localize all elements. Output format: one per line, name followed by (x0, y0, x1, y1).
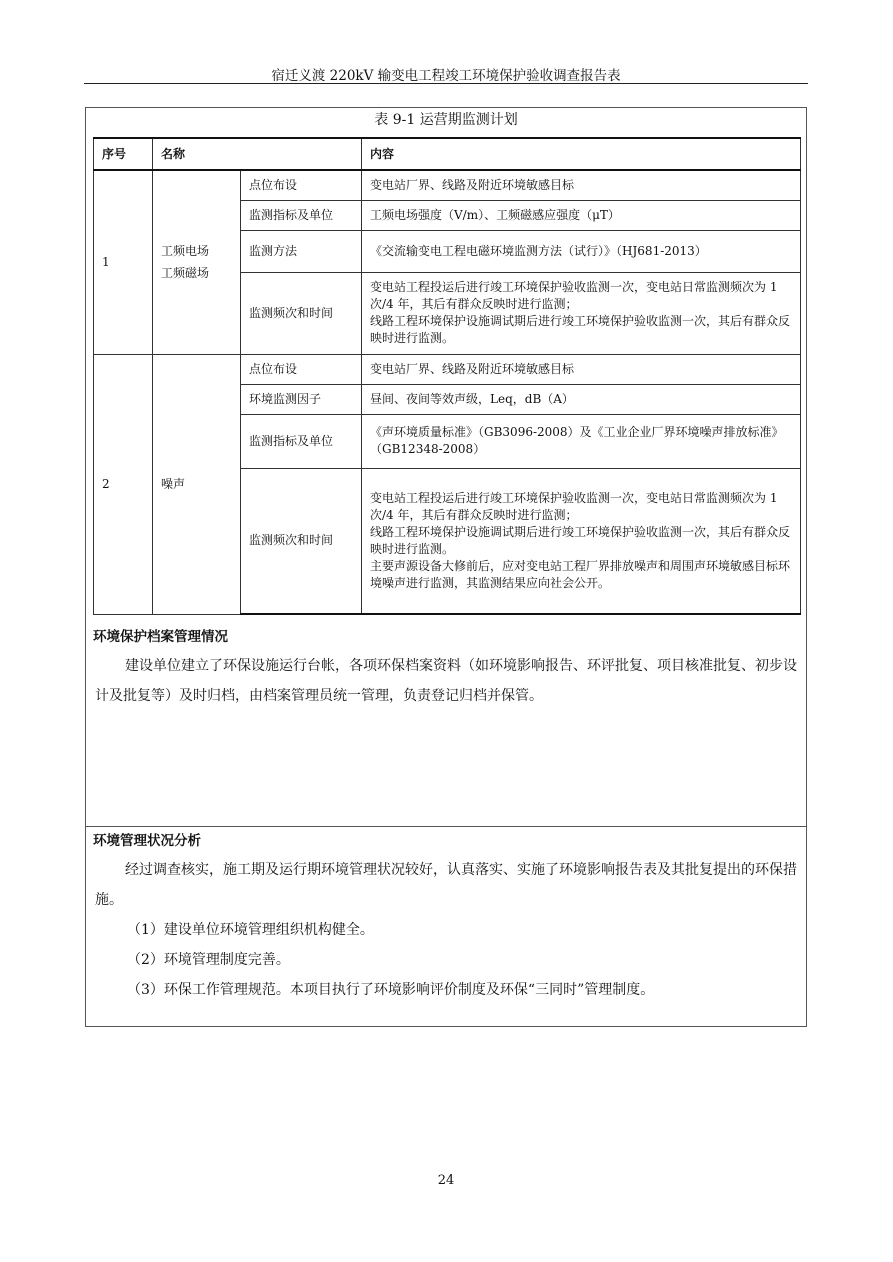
analysis-section-title: 环境管理状况分析 (93, 833, 201, 849)
content-line: 线路工程环境保护设施调试期后进行竣工环境保护验收监测一次，其后有群众反映时进行监测。 (370, 314, 791, 345)
col-header-content: 内容 (362, 138, 801, 170)
page-number: 24 (437, 1173, 455, 1188)
row-item: 点位布设 (241, 170, 362, 200)
group-name (153, 354, 241, 614)
row-item: 监测指标及单位 (241, 414, 362, 468)
col-header-name: 名称 (153, 138, 362, 170)
content-line: 主要声源设备大修前后，应对变电站工程厂界排放噪声和周围声环境敏感目标环境噪声进行监测，其监测结果应向社会公开。 (370, 558, 791, 590)
group-number: 2 (94, 354, 153, 614)
table-caption: 表 9-1 运营期监测计划 (374, 112, 518, 128)
row-item: 点位布设 (241, 354, 362, 384)
row-item: 环境监测因子 (241, 384, 362, 414)
group-name-line: 噪声 (161, 477, 186, 491)
group-name-line: 工频磁场 (161, 266, 210, 281)
monitoring-plan-table (93, 137, 801, 615)
archive-paragraph: 建设单位建立了环保设施运行台帐，各项环保档案资料（如环境影响报告、环评批复、项目核准批复、初步设计及批复等）及时归档，由档案管理员统一管理，负责登记归档并保管。 (95, 658, 797, 704)
row-content (362, 468, 801, 614)
row-content: 变电站厂界、线路及附近环境敏感目标 (362, 170, 801, 200)
analysis-item: （2）环境管理制度完善。 (127, 952, 290, 968)
row-content: 《声环境质量标准》（GB3096-2008）及《工业企业厂界环境噪声排放标准》（GB12348-2008） (362, 414, 801, 468)
content-line: 变电站工程投运后进行竣工环境保护验收监测一次，变电站日常监测频次为 1 次/4 年，其后有群众反映时进行监测； (370, 280, 778, 311)
analysis-item: （1）建设单位环境管理组织机构健全。 (127, 922, 374, 938)
row-content (362, 272, 801, 354)
content-line: 线路工程环境保护设施调试期后进行竣工环境保护验收监测一次，其后有群众反映时进行监测。 (370, 524, 791, 556)
col-header-no: 序号 (94, 138, 153, 170)
table-row (94, 170, 801, 200)
content-line: 变电站工程投运后进行竣工环境保护验收监测一次，变电站日常监测频次为 1 次/4 年，其后有群众反映时进行监测； (370, 490, 778, 522)
row-item: 监测指标及单位 (241, 200, 362, 230)
analysis-item: （3）环保工作管理规范。本项目执行了环境影响评价制度及环保“三同时”管理制度。 (127, 982, 655, 998)
archive-section (85, 625, 807, 711)
section-divider (85, 826, 807, 827)
row-content: 变电站厂界、线路及附近环境敏感目标 (362, 354, 801, 384)
report-header-title: 宿迁义渡 220kV 输变电工程竣工环境保护验收调查报告表 (271, 68, 621, 84)
header-rule (84, 83, 808, 84)
analysis-section (85, 829, 807, 1005)
row-item: 监测频次和时间 (241, 468, 362, 614)
row-content: 工频电场强度（V/m）、工频磁感应强度（μT） (362, 200, 801, 230)
group-name-line: 工频电场 (161, 244, 210, 259)
row-content: 《交流输变电工程电磁环境监测方法（试行）》（HJ681-2013） (362, 230, 801, 272)
analysis-intro: 经过调查核实，施工期及运行期环境管理状况较好，认真落实、实施了环境影响报告表及其批复提出的环保措施。 (95, 862, 797, 908)
row-content: 昼间、夜间等效声级，Leq，dB（A） (362, 384, 801, 414)
group-number: 1 (94, 170, 153, 354)
group-name (153, 170, 241, 354)
archive-section-title: 环境保护档案管理情况 (93, 629, 228, 645)
row-item: 监测频次和时间 (241, 272, 362, 354)
table-header-row (94, 138, 801, 170)
table-row (94, 354, 801, 384)
row-item: 监测方法 (241, 230, 362, 272)
